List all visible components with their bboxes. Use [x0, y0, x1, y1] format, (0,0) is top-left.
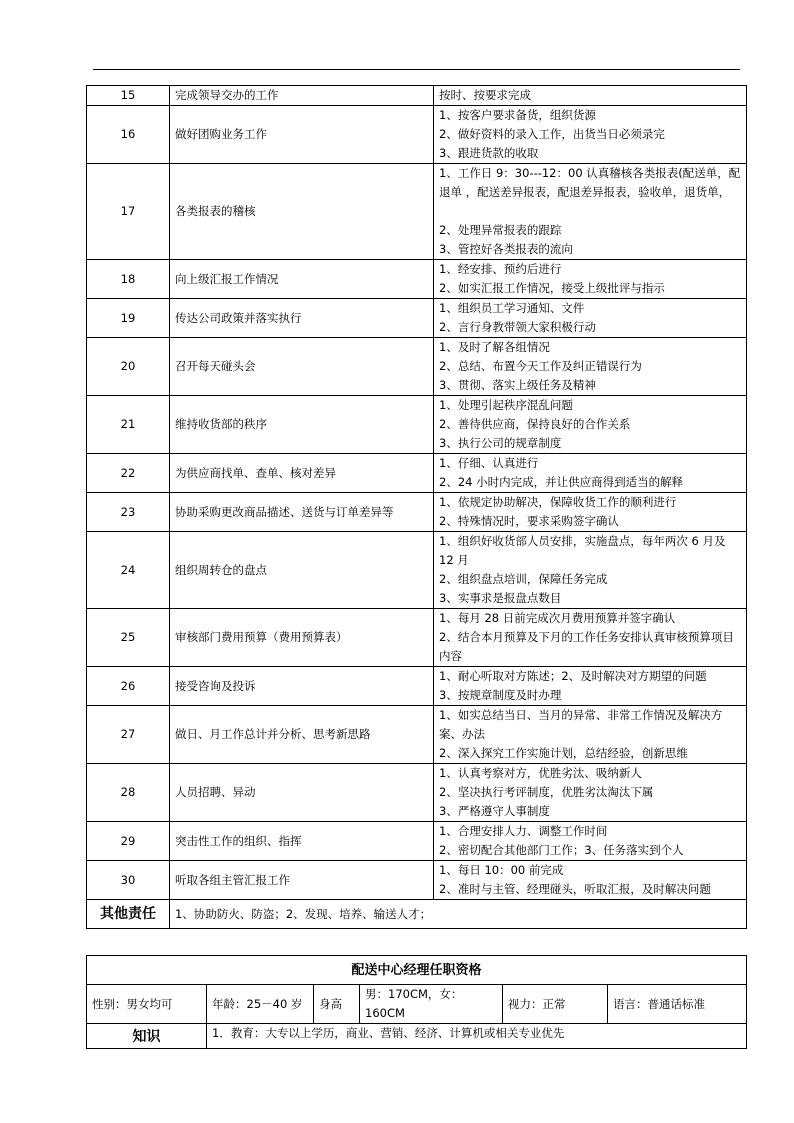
duty-task: 突击性工作的组织、指挥 — [170, 822, 434, 861]
duty-standards — [434, 667, 747, 706]
duty-number: 17 — [87, 164, 170, 260]
duty-row — [87, 861, 747, 900]
duty-number: 25 — [87, 609, 170, 667]
duty-task: 人员招聘、异动 — [170, 764, 434, 822]
duty-standard-line: 1、认真考察对方，优胜劣汰、吸纳新人 — [439, 766, 642, 780]
duty-number: 29 — [87, 822, 170, 861]
duty-standard-line: 1、工作日 9：30---12：00 认真稽核各类报表(配送单，配退单 ，配送差异报表，配退差异报表，验收单，退货单， — [439, 166, 741, 199]
duty-standard-line: 3、执行公司的规章制度 — [439, 436, 562, 450]
vision-cell: 视力：正常 — [503, 985, 608, 1024]
qualification-table — [86, 955, 747, 1049]
duty-row — [87, 106, 747, 164]
duty-number: 15 — [87, 86, 170, 106]
duty-task: 听取各组主管汇报工作 — [170, 861, 434, 900]
education-cell: 1．教育：大专以上学历，商业、营销、经济、计算机或相关专业优先 — [207, 1024, 747, 1049]
duty-task: 维持收货部的秩序 — [170, 396, 434, 454]
other-responsibility-text: 1、协助防火、防盗；2、发现、培养、输送人才； — [170, 900, 747, 929]
duty-standards — [434, 396, 747, 454]
duty-standard-line: 1、组织员工学习通知、文件 — [439, 301, 585, 315]
duty-standards — [434, 164, 747, 260]
duty-standard-line: 3、管控好各类报表的流向 — [439, 242, 573, 256]
duty-standard-line: 2、深入探究工作实施计划，总结经验，创新思维 — [439, 746, 688, 760]
duty-standard-line — [439, 202, 741, 221]
duty-standards — [434, 106, 747, 164]
duty-standards — [434, 764, 747, 822]
duty-standard-line: 2、言行身教带领大家积极行动 — [439, 320, 596, 334]
duty-row — [87, 338, 747, 396]
duty-task: 向上级汇报工作情况 — [170, 260, 434, 299]
duty-standard-line: 3、贯彻、落实上级任务及精神 — [439, 378, 596, 392]
duty-row — [87, 667, 747, 706]
duty-standards — [434, 260, 747, 299]
duty-number: 30 — [87, 861, 170, 900]
duty-standards — [434, 861, 747, 900]
qualification-title-row — [87, 956, 747, 985]
qualification-title: 配送中心经理任职资格 — [87, 956, 747, 985]
duty-standard-line: 3、严格遵守人事制度 — [439, 804, 550, 818]
duty-standard-line: 2、做好资料的录入工作，出货当日必须录完 — [439, 127, 665, 141]
duty-standard-line: 2、处理异常报表的跟踪 — [439, 223, 562, 237]
duty-standard-line: 2、坚决执行考评制度，优胜劣汰淘汰下属 — [439, 785, 654, 799]
duty-standard-line: 2、特殊情况时，要求采购签字确认 — [439, 514, 619, 528]
other-responsibility-label: 其他责任 — [87, 900, 170, 929]
duty-standards — [434, 454, 747, 493]
duty-number: 28 — [87, 764, 170, 822]
duty-standard-line: 2、密切配合其他部门工作；3、任务落实到个人 — [439, 843, 684, 857]
duty-standard-line: 2、组织盘点培训，保障任务完成 — [439, 572, 608, 586]
duty-standard-line: 1、每日 10：00 前完成 — [439, 863, 564, 877]
duty-number: 27 — [87, 706, 170, 764]
duty-number: 20 — [87, 338, 170, 396]
duty-number: 22 — [87, 454, 170, 493]
duty-standards — [434, 609, 747, 667]
qualification-basic-row — [87, 985, 747, 1024]
duty-row — [87, 493, 747, 532]
duty-task: 为供应商找单、查单、核对差异 — [170, 454, 434, 493]
other-responsibility-row — [87, 900, 747, 929]
duty-standard-line: 1、组织好收货部人员安排，实施盘点，每年两次 6 月及 12 月 — [439, 534, 730, 567]
duty-standard-line: 1、依规定协助解决，保障收货工作的顺利进行 — [439, 495, 677, 509]
duty-number: 24 — [87, 532, 170, 609]
duty-task: 传达公司政策并落实执行 — [170, 299, 434, 338]
duty-number: 23 — [87, 493, 170, 532]
duty-task: 各类报表的稽核 — [170, 164, 434, 260]
duty-standard-line: 1、如实总结当日、当月的异常、非常工作情况及解决方案、办法 — [439, 708, 723, 741]
duty-row — [87, 396, 747, 454]
duty-task: 召开每天碰头会 — [170, 338, 434, 396]
duty-row — [87, 764, 747, 822]
duty-standard-line: 1、合理安排人力、调整工作时间 — [439, 824, 608, 838]
language-cell: 语言：普通话标准 — [608, 985, 747, 1024]
age-cell: 年龄：25－40 岁 — [207, 985, 314, 1024]
duties-body — [87, 86, 747, 900]
duty-standard-line: 2、善待供应商，保持良好的合作关系 — [439, 417, 631, 431]
duty-standards — [434, 338, 747, 396]
duty-task: 组织周转仓的盘点 — [170, 532, 434, 609]
duty-standard-line: 2、如实汇报工作情况，接受上级批评与指示 — [439, 281, 665, 295]
duty-standard-line: 1、及时了解各组情况 — [439, 340, 550, 354]
duty-row — [87, 260, 747, 299]
duty-number: 16 — [87, 106, 170, 164]
duty-number: 18 — [87, 260, 170, 299]
duty-standard-line: 1、经安排、预约后进行 — [439, 262, 562, 276]
duty-standard-line: 1、按客户要求备货，组织货源 — [439, 108, 596, 122]
duty-task: 协助采购更改商品描述、送货与订单差异等 — [170, 493, 434, 532]
duty-row — [87, 822, 747, 861]
duty-standards — [434, 822, 747, 861]
duty-standard-line: 2、准时与主管、经理碰头，听取汇报，及时解决问题 — [439, 882, 711, 896]
duty-standard-line: 1、每月 28 日前完成次月费用预算并签字确认 — [439, 611, 676, 625]
duty-row — [87, 299, 747, 338]
duty-row — [87, 706, 747, 764]
duty-standard-line: 2、24 小时内完成，并让供应商得到适当的解释 — [439, 475, 684, 489]
duty-standard-line: 2、总结、布置今天工作及纠正错误行为 — [439, 359, 642, 373]
duty-standard-line: 按时、按要求完成 — [439, 88, 531, 102]
duty-standards — [434, 299, 747, 338]
duty-standards — [434, 86, 747, 106]
duty-task: 接受咨询及投诉 — [170, 667, 434, 706]
duty-standard-line: 3、跟进货款的收取 — [439, 146, 539, 160]
height-label-cell: 身高 — [314, 985, 360, 1024]
duty-row — [87, 532, 747, 609]
duty-standard-line: 1、处理引起秩序混乱问题 — [439, 398, 573, 412]
duty-standards — [434, 493, 747, 532]
duty-task: 审核部门费用预算（费用预算表） — [170, 609, 434, 667]
header-rule — [93, 69, 740, 70]
duty-row — [87, 454, 747, 493]
duty-number: 26 — [87, 667, 170, 706]
duty-number: 19 — [87, 299, 170, 338]
duty-standards — [434, 532, 747, 609]
gender-cell: 性别：男女均可 — [87, 985, 207, 1024]
height-value-cell: 男：170CM，女：160CM — [360, 985, 503, 1024]
duty-standard-line: 3、按规章制度及时办理 — [439, 688, 562, 702]
duty-row — [87, 86, 747, 106]
duty-task: 做日、月工作总计并分析、思考新思路 — [170, 706, 434, 764]
duty-standard-line: 1、仔细、认真进行 — [439, 456, 539, 470]
duties-table — [86, 85, 747, 929]
knowledge-row — [87, 1024, 747, 1049]
duty-task: 做好团购业务工作 — [170, 106, 434, 164]
duty-standard-line: 1、耐心听取对方陈述；2、及时解决对方期望的问题 — [439, 669, 707, 683]
duty-number: 21 — [87, 396, 170, 454]
duty-row — [87, 609, 747, 667]
duty-task: 完成领导交办的工作 — [170, 86, 434, 106]
duty-standards — [434, 706, 747, 764]
duty-row — [87, 164, 747, 260]
duty-standard-line: 2、结合本月预算及下月的工作任务安排认真审核预算项目内容 — [439, 630, 734, 663]
duty-standard-line: 3、实事求是报盘点数目 — [439, 591, 562, 605]
knowledge-label: 知识 — [87, 1024, 207, 1049]
